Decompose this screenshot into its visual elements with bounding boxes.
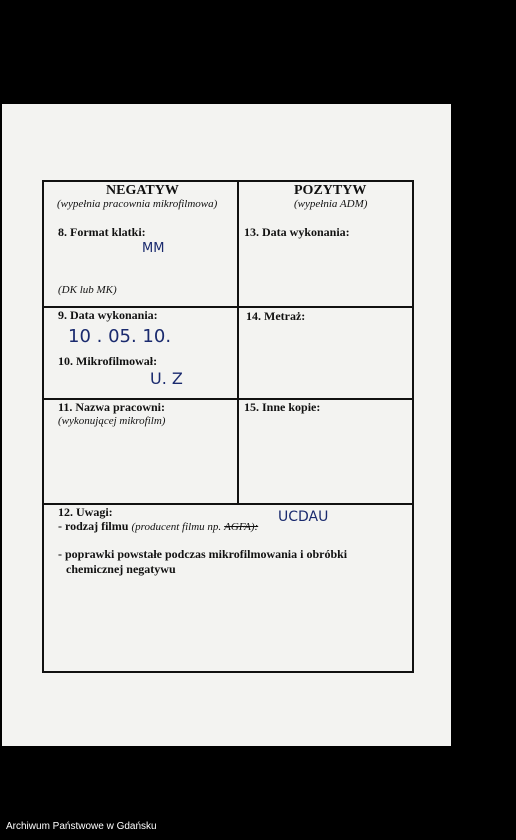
date-value: 10 . 05. 10. (68, 326, 172, 347)
filmed-label: 10. Mikrofilmował: (58, 354, 158, 368)
film-value: UCDAU (278, 509, 329, 525)
length-label: 14. Metraż: (246, 309, 306, 323)
pozytyw-title: POZYTYW (294, 183, 367, 198)
film-label: - rodzaj filmu (58, 519, 129, 533)
corrections-line-1: - poprawki powstałe podczas mikrofilmowania i obróbki (58, 547, 348, 561)
format-value: MM (142, 241, 165, 256)
format-label: 8. Format klatki: (58, 225, 146, 239)
column-divider (237, 182, 239, 503)
microfilm-form (42, 180, 414, 673)
uwagi-label: 12. Uwagi: (58, 505, 113, 519)
pozytyw-subtitle: (wypełnia ADM) (294, 198, 368, 210)
date-label: 9. Data wykonania: (58, 308, 158, 322)
archive-footer: Archiwum Państwowe w Gdańsku (6, 821, 157, 832)
filmed-value: U. Z (150, 369, 183, 388)
format-note: (DK lub MK) (58, 284, 117, 296)
film-note: (producent filmu np. (131, 521, 222, 533)
lab-label: 11. Nazwa pracowni: (58, 400, 165, 414)
film-note-struck: AGFA): (224, 521, 259, 533)
film-line (58, 519, 258, 534)
pozytyw-date-label: 13. Data wykonania: (244, 225, 350, 239)
negatyw-title: NEGATYW (106, 183, 179, 198)
lab-note: (wykonującej mikrofilm) (58, 415, 166, 427)
copies-label: 15. Inne kopie: (244, 400, 321, 414)
negatyw-subtitle: (wypełnia pracownia mikrofilmowa) (57, 198, 218, 210)
corrections-line-2: chemicznej negatywu (66, 562, 176, 576)
